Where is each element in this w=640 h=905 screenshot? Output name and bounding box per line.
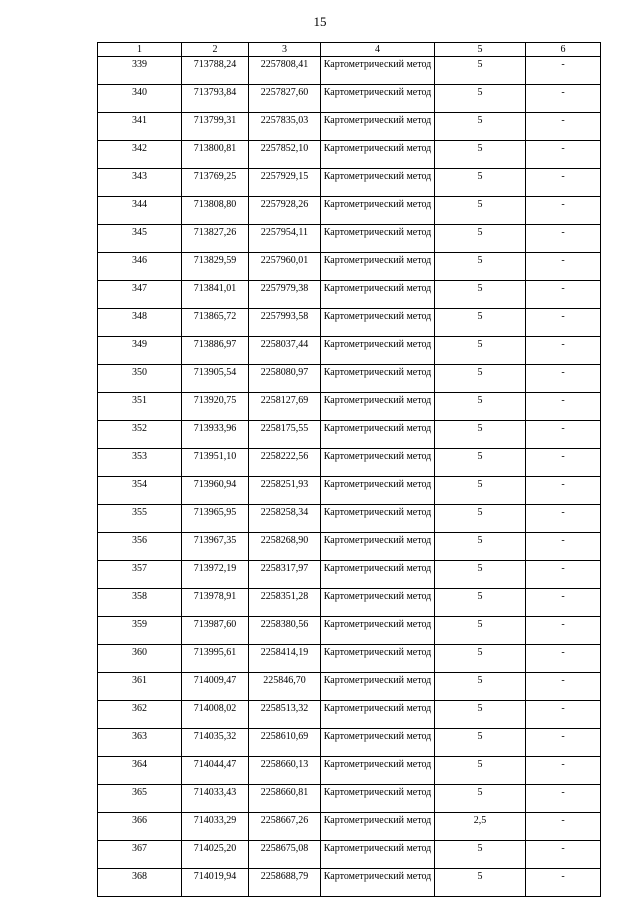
point-number-cell: 347 — [98, 281, 182, 309]
note-cell: - — [526, 561, 601, 589]
accuracy-cell: 5 — [435, 337, 526, 365]
note-cell: - — [526, 617, 601, 645]
point-number-cell: 362 — [98, 701, 182, 729]
x-coordinate-cell: 713987,60 — [182, 617, 249, 645]
point-number-cell: 353 — [98, 449, 182, 477]
x-coordinate-cell: 713886,97 — [182, 337, 249, 365]
x-coordinate-cell: 713960,94 — [182, 477, 249, 505]
x-coordinate-cell: 713951,10 — [182, 449, 249, 477]
y-coordinate-cell: 2258513,32 — [249, 701, 321, 729]
accuracy-cell: 5 — [435, 113, 526, 141]
method-cell — [321, 701, 435, 729]
accuracy-cell: 5 — [435, 589, 526, 617]
method-cell — [321, 561, 435, 589]
accuracy-cell: 5 — [435, 169, 526, 197]
table-row — [98, 421, 601, 449]
point-number-cell: 364 — [98, 757, 182, 785]
table-row — [98, 309, 601, 337]
note-cell: - — [526, 141, 601, 169]
table-row — [98, 533, 601, 561]
table-row — [98, 505, 601, 533]
point-number-cell: 346 — [98, 253, 182, 281]
accuracy-cell: 5 — [435, 841, 526, 869]
note-cell: - — [526, 869, 601, 897]
accuracy-cell: 5 — [435, 57, 526, 85]
method-cell — [321, 85, 435, 113]
accuracy-cell: 5 — [435, 869, 526, 897]
method-cell — [321, 673, 435, 701]
page-number: 15 — [313, 14, 327, 29]
method-text: Картометрический метод — [323, 591, 432, 602]
y-coordinate-cell: 2257929,15 — [249, 169, 321, 197]
note-cell: - — [526, 393, 601, 421]
method-cell — [321, 533, 435, 561]
accuracy-cell: 5 — [435, 561, 526, 589]
x-coordinate-cell: 713965,95 — [182, 505, 249, 533]
x-coordinate-cell: 713920,75 — [182, 393, 249, 421]
accuracy-cell: 5 — [435, 85, 526, 113]
point-number-cell: 355 — [98, 505, 182, 533]
y-coordinate-cell: 2258268,90 — [249, 533, 321, 561]
method-text: Картометрический метод — [323, 171, 432, 182]
table-row — [98, 729, 601, 757]
point-number-cell: 367 — [98, 841, 182, 869]
note-cell: - — [526, 813, 601, 841]
table-row — [98, 225, 601, 253]
y-coordinate-cell: 2258660,81 — [249, 785, 321, 813]
method-text: Картометрический метод — [323, 647, 432, 658]
note-cell: - — [526, 505, 601, 533]
table-row — [98, 869, 601, 897]
table-row — [98, 253, 601, 281]
note-cell: - — [526, 337, 601, 365]
method-text: Картометрический метод — [323, 563, 432, 574]
point-number-cell: 359 — [98, 617, 182, 645]
table-row — [98, 57, 601, 85]
x-coordinate-cell: 713905,54 — [182, 365, 249, 393]
x-coordinate-cell: 713865,72 — [182, 309, 249, 337]
note-cell: - — [526, 533, 601, 561]
method-text: Картометрический метод — [323, 731, 432, 742]
y-coordinate-cell: 2258675,08 — [249, 841, 321, 869]
point-number-cell: 344 — [98, 197, 182, 225]
accuracy-cell: 5 — [435, 365, 526, 393]
y-coordinate-cell: 2258080,97 — [249, 365, 321, 393]
method-text: Картометрический метод — [323, 451, 432, 462]
note-cell: - — [526, 113, 601, 141]
table-row — [98, 589, 601, 617]
coordinates-table — [97, 42, 601, 897]
y-coordinate-cell: 2258660,13 — [249, 757, 321, 785]
point-number-cell: 345 — [98, 225, 182, 253]
accuracy-cell: 5 — [435, 645, 526, 673]
point-number-cell: 341 — [98, 113, 182, 141]
accuracy-cell: 5 — [435, 729, 526, 757]
method-cell — [321, 589, 435, 617]
accuracy-cell: 5 — [435, 253, 526, 281]
table-row — [98, 365, 601, 393]
method-cell — [321, 421, 435, 449]
method-cell — [321, 337, 435, 365]
y-coordinate-cell: 2258688,79 — [249, 869, 321, 897]
note-cell: - — [526, 757, 601, 785]
method-text: Картометрический метод — [323, 59, 432, 70]
note-cell: - — [526, 169, 601, 197]
method-cell — [321, 645, 435, 673]
point-number-cell: 368 — [98, 869, 182, 897]
accuracy-cell: 5 — [435, 141, 526, 169]
method-text: Картометрический метод — [323, 675, 432, 686]
note-cell: - — [526, 365, 601, 393]
method-cell — [321, 225, 435, 253]
y-coordinate-cell: 2257835,03 — [249, 113, 321, 141]
method-cell — [321, 617, 435, 645]
method-text: Картометрический метод — [323, 87, 432, 98]
point-number-cell: 357 — [98, 561, 182, 589]
table-row — [98, 337, 601, 365]
accuracy-cell: 5 — [435, 505, 526, 533]
accuracy-cell: 5 — [435, 701, 526, 729]
accuracy-cell: 5 — [435, 197, 526, 225]
table-row — [98, 141, 601, 169]
x-coordinate-cell: 713793,84 — [182, 85, 249, 113]
point-number-cell: 351 — [98, 393, 182, 421]
accuracy-cell: 5 — [435, 673, 526, 701]
note-cell: - — [526, 729, 601, 757]
accuracy-cell: 2,5 — [435, 813, 526, 841]
method-text: Картометрический метод — [323, 535, 432, 546]
y-coordinate-cell: 2257928,26 — [249, 197, 321, 225]
table-header — [98, 43, 601, 57]
x-coordinate-cell: 714008,02 — [182, 701, 249, 729]
y-coordinate-cell: 2257808,41 — [249, 57, 321, 85]
table-row — [98, 281, 601, 309]
accuracy-cell: 5 — [435, 281, 526, 309]
x-coordinate-cell: 714025,20 — [182, 841, 249, 869]
y-coordinate-cell: 2257954,11 — [249, 225, 321, 253]
method-text: Картометрический метод — [323, 507, 432, 518]
method-text: Картометрический метод — [323, 843, 432, 854]
point-number-cell: 343 — [98, 169, 182, 197]
x-coordinate-cell: 713827,26 — [182, 225, 249, 253]
accuracy-cell: 5 — [435, 421, 526, 449]
note-cell: - — [526, 589, 601, 617]
x-coordinate-cell: 714009,47 — [182, 673, 249, 701]
x-coordinate-cell: 713788,24 — [182, 57, 249, 85]
method-cell — [321, 113, 435, 141]
accuracy-cell: 5 — [435, 309, 526, 337]
x-coordinate-cell: 713967,35 — [182, 533, 249, 561]
y-coordinate-cell: 225846,70 — [249, 673, 321, 701]
method-text: Картометрический метод — [323, 367, 432, 378]
x-coordinate-cell: 713799,31 — [182, 113, 249, 141]
method-cell — [321, 477, 435, 505]
method-text: Картометрический метод — [323, 227, 432, 238]
note-cell: - — [526, 785, 601, 813]
y-coordinate-cell: 2258251,93 — [249, 477, 321, 505]
x-coordinate-cell: 713829,59 — [182, 253, 249, 281]
point-number-cell: 360 — [98, 645, 182, 673]
y-coordinate-cell: 2258380,56 — [249, 617, 321, 645]
point-number-cell: 365 — [98, 785, 182, 813]
point-number-cell: 366 — [98, 813, 182, 841]
method-text: Картометрический метод — [323, 479, 432, 490]
table-row — [98, 757, 601, 785]
point-number-cell: 348 — [98, 309, 182, 337]
y-coordinate-cell: 2258610,69 — [249, 729, 321, 757]
y-coordinate-cell: 2258037,44 — [249, 337, 321, 365]
accuracy-cell: 5 — [435, 533, 526, 561]
y-coordinate-cell: 2258258,34 — [249, 505, 321, 533]
table-row — [98, 841, 601, 869]
column-header-4: 4 — [321, 43, 435, 57]
note-cell: - — [526, 645, 601, 673]
y-coordinate-cell: 2258317,97 — [249, 561, 321, 589]
method-text: Картометрический метод — [323, 255, 432, 266]
point-number-cell: 358 — [98, 589, 182, 617]
y-coordinate-cell: 2257993,58 — [249, 309, 321, 337]
note-cell: - — [526, 57, 601, 85]
note-cell: - — [526, 197, 601, 225]
point-number-cell: 342 — [98, 141, 182, 169]
note-cell: - — [526, 225, 601, 253]
method-text: Картометрический метод — [323, 871, 432, 882]
table-body — [98, 57, 601, 897]
accuracy-cell: 5 — [435, 785, 526, 813]
point-number-cell: 363 — [98, 729, 182, 757]
x-coordinate-cell: 713769,25 — [182, 169, 249, 197]
method-cell — [321, 57, 435, 85]
accuracy-cell: 5 — [435, 617, 526, 645]
method-cell — [321, 841, 435, 869]
point-number-cell: 350 — [98, 365, 182, 393]
table-row — [98, 785, 601, 813]
point-number-cell: 356 — [98, 533, 182, 561]
table-row — [98, 617, 601, 645]
y-coordinate-cell: 2258175,55 — [249, 421, 321, 449]
note-cell: - — [526, 701, 601, 729]
header-row — [98, 43, 601, 57]
x-coordinate-cell: 714033,43 — [182, 785, 249, 813]
x-coordinate-cell: 714019,94 — [182, 869, 249, 897]
method-text: Картометрический метод — [323, 199, 432, 210]
x-coordinate-cell: 713978,91 — [182, 589, 249, 617]
accuracy-cell: 5 — [435, 393, 526, 421]
method-text: Картометрический метод — [323, 143, 432, 154]
y-coordinate-cell: 2258667,26 — [249, 813, 321, 841]
method-cell — [321, 757, 435, 785]
method-cell — [321, 729, 435, 757]
column-header-5: 5 — [435, 43, 526, 57]
y-coordinate-cell: 2257960,01 — [249, 253, 321, 281]
y-coordinate-cell: 2258127,69 — [249, 393, 321, 421]
method-cell — [321, 197, 435, 225]
note-cell: - — [526, 449, 601, 477]
x-coordinate-cell: 713933,96 — [182, 421, 249, 449]
method-cell — [321, 365, 435, 393]
x-coordinate-cell: 713995,61 — [182, 645, 249, 673]
note-cell: - — [526, 421, 601, 449]
table-row — [98, 393, 601, 421]
method-text: Картометрический метод — [323, 815, 432, 826]
table-row — [98, 113, 601, 141]
method-cell — [321, 785, 435, 813]
method-text: Картометрический метод — [323, 619, 432, 630]
method-text: Картометрический метод — [323, 703, 432, 714]
table-row — [98, 561, 601, 589]
y-coordinate-cell: 2258222,56 — [249, 449, 321, 477]
y-coordinate-cell: 2257827,60 — [249, 85, 321, 113]
note-cell: - — [526, 309, 601, 337]
column-header-3: 3 — [249, 43, 321, 57]
point-number-cell: 354 — [98, 477, 182, 505]
method-text: Картометрический метод — [323, 311, 432, 322]
table-row — [98, 85, 601, 113]
y-coordinate-cell: 2257979,38 — [249, 281, 321, 309]
accuracy-cell: 5 — [435, 757, 526, 785]
point-number-cell: 340 — [98, 85, 182, 113]
method-cell — [321, 869, 435, 897]
method-text: Картометрический метод — [323, 395, 432, 406]
table-row — [98, 645, 601, 673]
accuracy-cell: 5 — [435, 449, 526, 477]
accuracy-cell: 5 — [435, 225, 526, 253]
x-coordinate-cell: 714044,47 — [182, 757, 249, 785]
method-cell — [321, 505, 435, 533]
note-cell: - — [526, 281, 601, 309]
method-text: Картометрический метод — [323, 759, 432, 770]
method-text: Картометрический метод — [323, 787, 432, 798]
x-coordinate-cell: 714035,32 — [182, 729, 249, 757]
method-text: Картометрический метод — [323, 423, 432, 434]
method-text: Картометрический метод — [323, 283, 432, 294]
table-row — [98, 449, 601, 477]
table-row — [98, 701, 601, 729]
table-row — [98, 813, 601, 841]
x-coordinate-cell: 713841,01 — [182, 281, 249, 309]
method-cell — [321, 309, 435, 337]
method-cell — [321, 449, 435, 477]
method-text: Картометрический метод — [323, 339, 432, 350]
column-header-1: 1 — [98, 43, 182, 57]
column-header-6: 6 — [526, 43, 601, 57]
note-cell: - — [526, 253, 601, 281]
table-row — [98, 673, 601, 701]
point-number-cell: 361 — [98, 673, 182, 701]
table-row — [98, 169, 601, 197]
x-coordinate-cell: 713808,80 — [182, 197, 249, 225]
method-cell — [321, 253, 435, 281]
point-number-cell: 349 — [98, 337, 182, 365]
y-coordinate-cell: 2258414,19 — [249, 645, 321, 673]
note-cell: - — [526, 841, 601, 869]
column-header-2: 2 — [182, 43, 249, 57]
method-cell — [321, 169, 435, 197]
point-number-cell: 339 — [98, 57, 182, 85]
point-number-cell: 352 — [98, 421, 182, 449]
y-coordinate-cell: 2257852,10 — [249, 141, 321, 169]
note-cell: - — [526, 477, 601, 505]
table-row — [98, 197, 601, 225]
method-cell — [321, 393, 435, 421]
method-text: Картометрический метод — [323, 115, 432, 126]
table-row — [98, 477, 601, 505]
x-coordinate-cell: 713972,19 — [182, 561, 249, 589]
method-cell — [321, 141, 435, 169]
accuracy-cell: 5 — [435, 477, 526, 505]
method-cell — [321, 281, 435, 309]
y-coordinate-cell: 2258351,28 — [249, 589, 321, 617]
method-cell — [321, 813, 435, 841]
x-coordinate-cell: 713800,81 — [182, 141, 249, 169]
note-cell: - — [526, 673, 601, 701]
note-cell: - — [526, 85, 601, 113]
x-coordinate-cell: 714033,29 — [182, 813, 249, 841]
